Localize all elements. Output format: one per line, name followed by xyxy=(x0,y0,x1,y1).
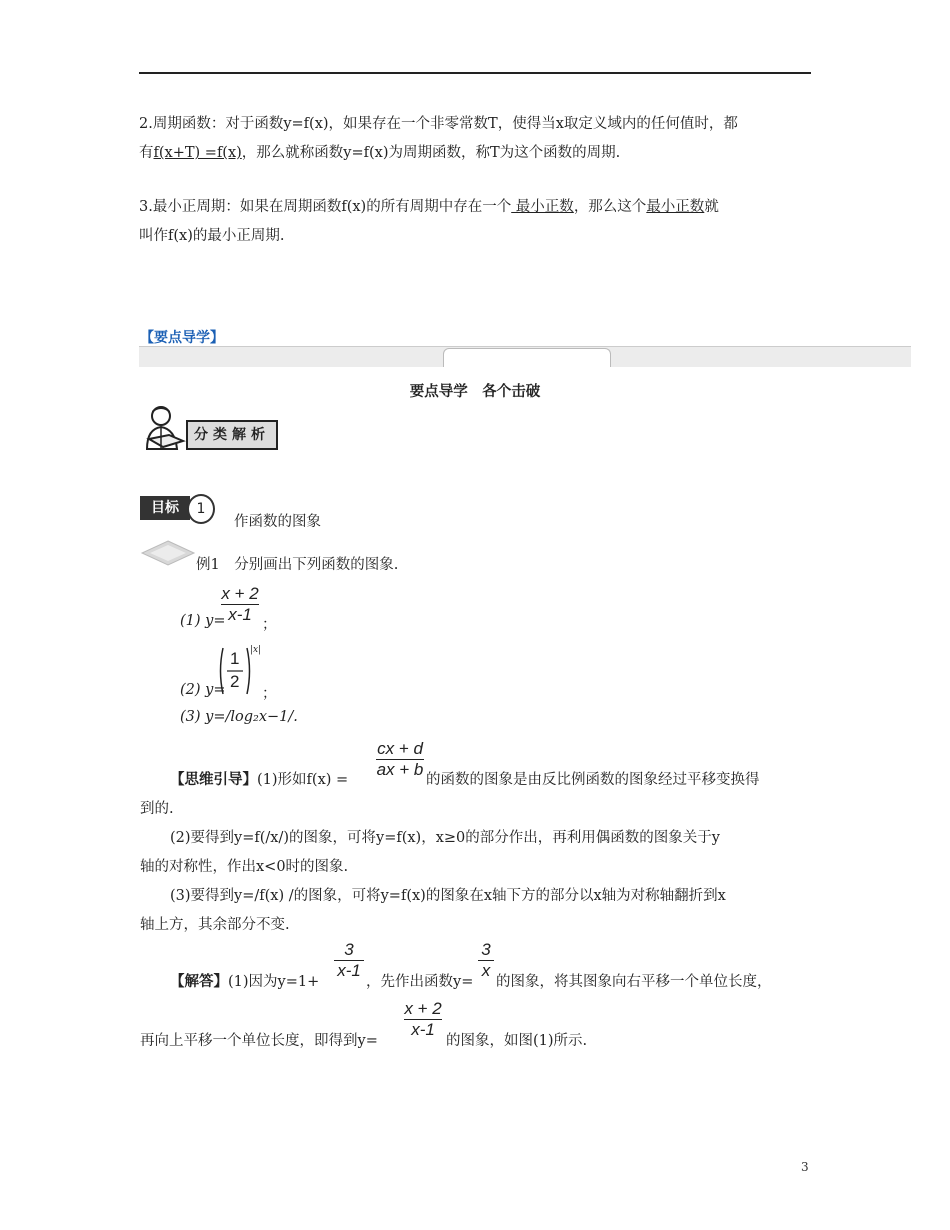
item1-fraction xyxy=(221,584,259,625)
answer-fraction-2-denominator: x xyxy=(478,960,494,981)
category-badge: 分类解析 xyxy=(186,420,278,450)
thinking-p1-a: (1)形如f(x) = xyxy=(257,772,349,788)
thinking-fraction xyxy=(376,739,424,780)
para3-underlined-1: 最小正数 xyxy=(511,199,574,215)
item2-denominator: 2 xyxy=(230,672,240,691)
item2-exponent: |x| xyxy=(250,645,262,655)
answer-fraction-1 xyxy=(334,940,364,981)
para2-line1: 2.周期函数：对于函数y=f(x)，如果存在一个非零常数T，使得当x取定义域内的任何值时，都 xyxy=(139,116,738,132)
item2-numerator: 1 xyxy=(230,649,240,668)
thinking-p2-a: (2)要得到y=f(/x/)的图象，可将y=f(x)，x≥0的部分作出，再利用偶函数的图象关于y xyxy=(170,830,720,846)
goal-title: 作函数的图象 xyxy=(234,514,321,530)
answer-a1: (1)因为y=1+ xyxy=(228,974,320,990)
answer-fraction-2 xyxy=(478,940,494,981)
answer-fraction-1-numerator: 3 xyxy=(344,940,354,959)
reader-illustration-icon xyxy=(139,405,189,453)
item2-parenthesized-fraction xyxy=(218,646,252,696)
answer-label: 【解答】 xyxy=(170,974,228,990)
answer-fraction-3-denominator: x-1 xyxy=(404,1019,442,1040)
thinking-p3-b: 轴上方，其余部分不变. xyxy=(140,917,290,933)
answer-fraction-1-denominator: x-1 xyxy=(334,960,364,981)
thinking-fraction-numerator: cx + d xyxy=(377,739,423,758)
thinking-p2-b: 轴的对称性，作出x<0时的图象. xyxy=(140,859,349,875)
diamond-icon xyxy=(140,540,196,566)
thinking-p3-a: (3)要得到y=/f(x) /的图象，可将y=f(x)的图象在x轴下方的部分以x轴为对称轴翻折到x xyxy=(170,888,726,904)
item2-prefix: (2) y= xyxy=(180,682,226,698)
answer-line1-a xyxy=(170,970,319,991)
para3-line1-b: ，那么这个 xyxy=(573,199,647,215)
section-label: 【要点导学】 xyxy=(140,330,224,346)
item1-numerator: x + 2 xyxy=(221,584,259,603)
para2-line2-a: 有 xyxy=(139,145,154,161)
item3: (3) y=/log₂x−1/. xyxy=(180,709,298,725)
para3-line2: 叫作f(x)的最小正周期. xyxy=(139,228,285,244)
para2-underlined-equation: f(x+T) =f(x) xyxy=(153,145,242,161)
example-heading: 例1 分别画出下列函数的图象. xyxy=(196,557,399,573)
thinking-label: 【思维引导】 xyxy=(170,772,257,788)
para3-line1-a: 3.最小正周期：如果在周期函数f(x)的所有周期中存在一个 xyxy=(139,199,512,215)
answer-b1: 再向上平移一个单位长度，即得到y= xyxy=(140,1033,378,1049)
answer-fraction-3-numerator: x + 2 xyxy=(404,999,442,1018)
item1-denominator: x-1 xyxy=(221,604,259,625)
page-number: 3 xyxy=(801,1160,809,1174)
thinking-p1-line1 xyxy=(170,768,348,789)
thinking-p1-b: 的函数的图象是由反比例函数的图象经过平移变换得 xyxy=(426,772,760,788)
thinking-p1-c: 到的. xyxy=(140,801,174,817)
answer-b2: 的图象，如图(1)所示. xyxy=(446,1033,588,1049)
section-title: 要点导学 各个击破 xyxy=(409,384,541,400)
para3-line1-c: 就 xyxy=(704,199,719,215)
section-divider-tab xyxy=(443,348,611,367)
para3-underlined-2: 最小正数 xyxy=(646,199,705,215)
min-positive-period-definition xyxy=(139,193,811,251)
thinking-fraction-denominator: ax + b xyxy=(376,760,424,779)
item2-suffix: ； xyxy=(262,686,277,702)
para2-line2-b: ，那么就称函数y=f(x)为周期函数，称T为这个函数的周期. xyxy=(241,145,621,161)
answer-a2: ，先作出函数y= xyxy=(366,974,474,990)
item1-prefix: (1) y= xyxy=(180,613,226,629)
para3-line1 xyxy=(139,193,811,222)
header-rule xyxy=(139,72,811,74)
periodic-function-definition xyxy=(139,110,811,168)
answer-fraction-3 xyxy=(404,999,442,1040)
para2-line2 xyxy=(139,139,811,168)
answer-fraction-2-numerator: 3 xyxy=(481,940,491,959)
item1-suffix: ； xyxy=(262,617,277,633)
answer-a3: 的图象，将其图象向右平移一个单位长度， xyxy=(496,974,772,990)
goal-label: 目标 xyxy=(140,496,190,520)
goal-number: 1 xyxy=(187,494,215,524)
